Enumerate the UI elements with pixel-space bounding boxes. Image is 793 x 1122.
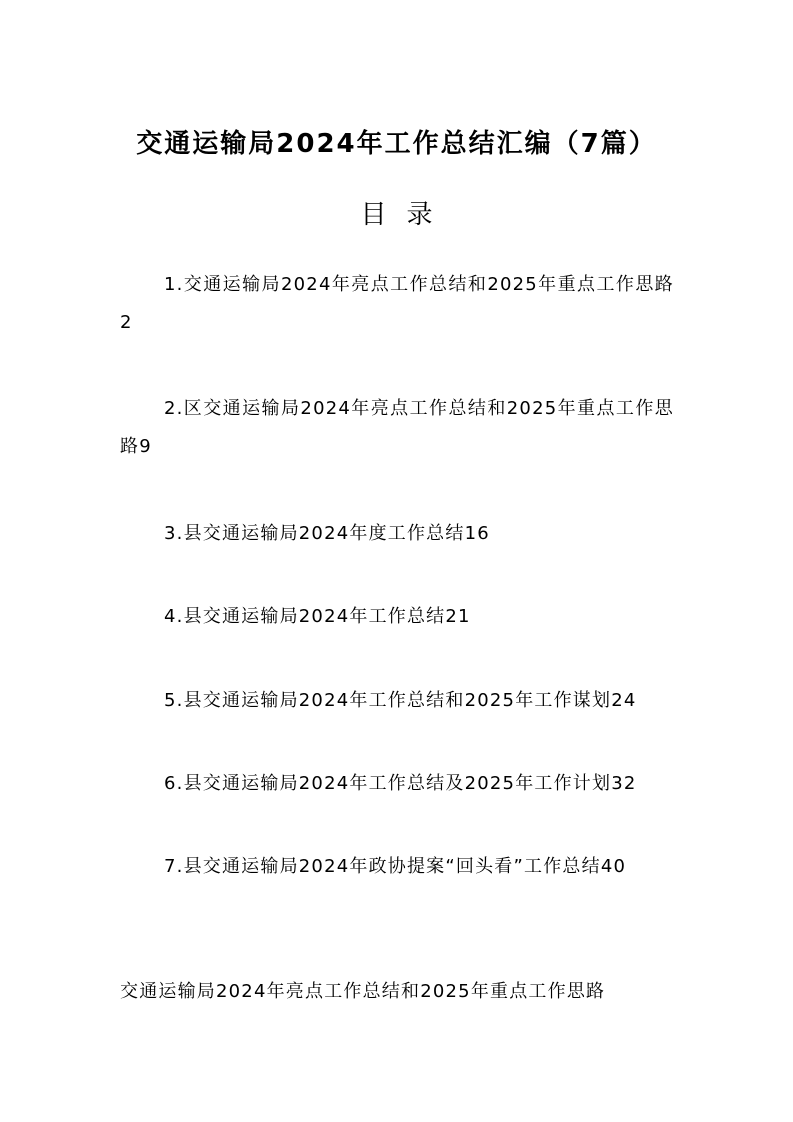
toc-item[interactable]: 6.县交通运输局2024年工作总结及2025年工作计划32 xyxy=(164,773,637,794)
toc-item[interactable]: 2.区交通运输局2024年亮点工作总结和2025年重点工作思路9 xyxy=(120,398,674,457)
toc-item[interactable]: 5.县交通运输局2024年工作总结和2025年工作谋划24 xyxy=(164,690,637,711)
toc-item[interactable]: 3.县交通运输局2024年度工作总结16 xyxy=(164,523,490,544)
document-title: 交通运输局2024年工作总结汇编（7篇） xyxy=(136,129,657,159)
section-heading: 交通运输局2024年亮点工作总结和2025年重点工作思路 xyxy=(120,981,606,1002)
toc-item[interactable]: 4.县交通运输局2024年工作总结21 xyxy=(164,606,471,627)
toc-item[interactable]: 7.县交通运输局2024年政协提案“回头看”工作总结40 xyxy=(164,856,627,877)
toc-item[interactable]: 1.交通运输局2024年亮点工作总结和2025年重点工作思路2 xyxy=(120,274,674,333)
toc-heading: 目录 xyxy=(360,200,453,230)
